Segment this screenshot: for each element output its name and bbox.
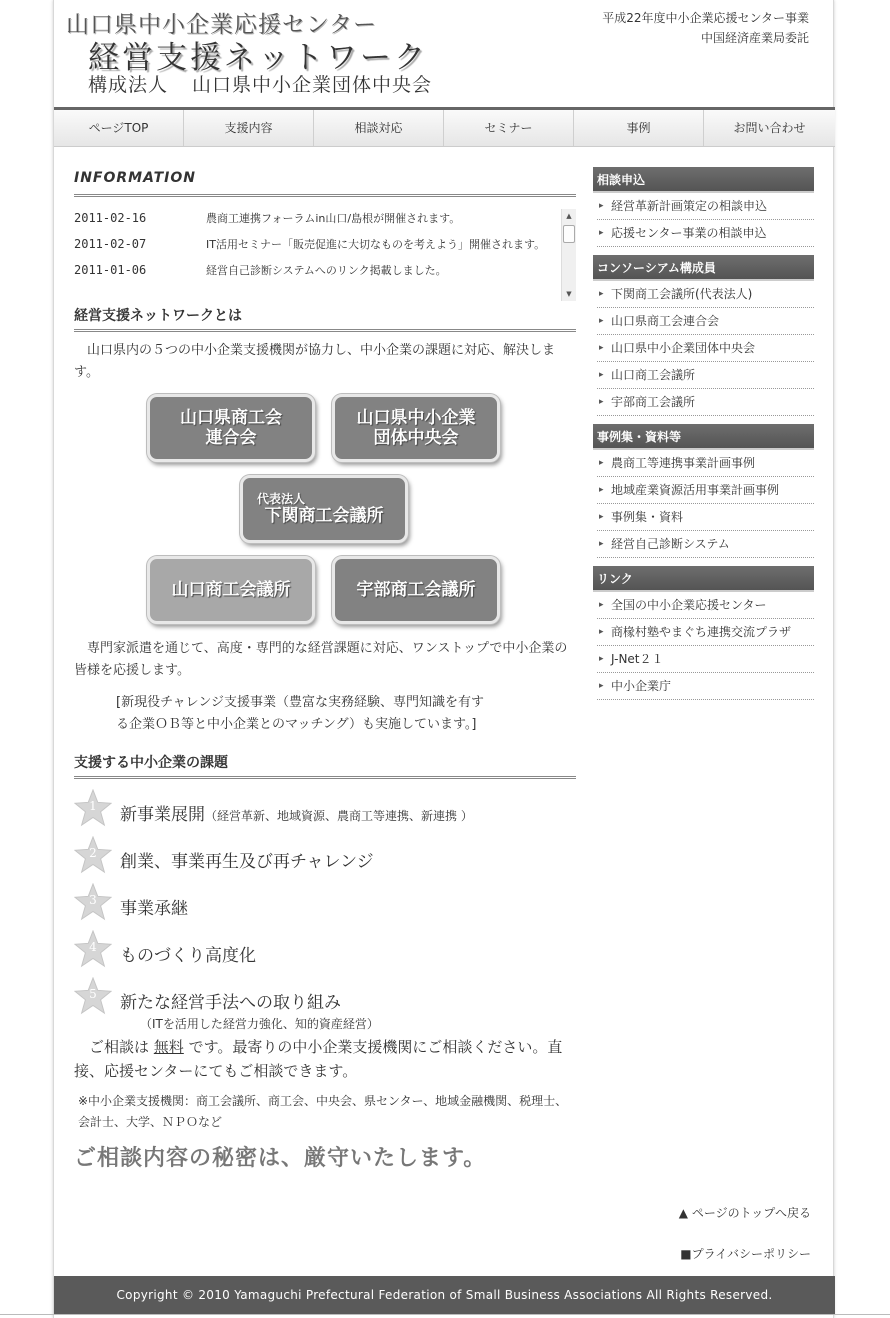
- consult-post: です。最寄りの中小企業支援機関にご相談ください。直接、応援センターにてもご相談できます。: [74, 1038, 563, 1080]
- about-heading: 経営支援ネットワークとは: [74, 305, 576, 332]
- issue-title: [120, 800, 473, 825]
- header-project-info: [602, 8, 809, 48]
- news-item: [74, 235, 576, 254]
- site-title[interactable]: 経営支援ネットワーク: [88, 40, 428, 76]
- org-box-central-association: [332, 394, 500, 462]
- org-box-label: 下関商工会議所: [264, 506, 384, 526]
- challenge-note-line: る企業ＯＢ等と中小企業とのマッチング）も実施しています。]: [116, 717, 477, 732]
- nav-support[interactable]: 支援内容: [184, 110, 314, 146]
- page-container: [53, 0, 834, 1318]
- site-subtitle: 山口県中小企業応援センター: [66, 12, 378, 38]
- org-box-label: 山口県商工会: [180, 408, 282, 428]
- issue-item: [74, 930, 576, 977]
- star-icon: [74, 883, 112, 921]
- sidebar-link[interactable]: ▸ 山口県商工会連合会: [597, 308, 814, 335]
- challenge-note-line: [新現役チャレンジ支援事業（豊富な実務経験、専門知識を有す: [116, 695, 485, 710]
- sidebar-list-consortium: [593, 281, 814, 416]
- scroll-thumb[interactable]: [563, 225, 575, 243]
- issue-number: 1: [89, 799, 97, 813]
- back-to-top-link[interactable]: ▲ ページのトップへ戻る: [678, 1206, 811, 1220]
- footer-copyright: Copyright © 2010 Yamaguchi Prefectural Federation of Small Business Associations All Rights Reserved.: [54, 1276, 835, 1314]
- project-commission: 中国経済産業局委託: [700, 31, 809, 45]
- sidebar-link[interactable]: ▸ 全国の中小企業応援センター: [597, 592, 814, 619]
- sidebar-link[interactable]: ▸ 宇部商工会議所: [597, 389, 814, 416]
- news-scrollbar[interactable]: [561, 209, 576, 301]
- org-prefix: 構成法人: [88, 74, 169, 96]
- information-heading: INFORMATION: [74, 170, 576, 197]
- site-org-line: [88, 70, 432, 97]
- issue-detail: （経営革新、地域資源、農商工等連携、新連携 ）: [205, 809, 473, 823]
- issue-item: [74, 836, 576, 883]
- issue-number: 3: [89, 893, 97, 907]
- global-nav: [54, 107, 835, 147]
- issue-item: [74, 789, 576, 836]
- issue-title: 事業承継: [120, 899, 188, 919]
- sidebar: [593, 167, 814, 708]
- star-icon: [74, 836, 112, 874]
- issues-list: [74, 789, 576, 1035]
- news-text: IT活用セミナー「販売促進に大切なものを考えよう」開催されます。: [206, 238, 546, 251]
- nav-page-top[interactable]: ページTOP: [54, 110, 184, 146]
- org-box-yamaguchi-chamber: [147, 556, 315, 624]
- consultation-info: [74, 1035, 576, 1083]
- org-box-label: 宇部商工会議所: [356, 580, 476, 600]
- sidebar-heading-consortium: コンソーシアム構成員: [593, 255, 814, 281]
- sidebar-link[interactable]: ▸ J-Net２１: [597, 646, 814, 673]
- news-item: [74, 209, 576, 228]
- issues-heading: 支援する中小企業の課題: [74, 752, 576, 779]
- sidebar-link[interactable]: ▸ 商椽村塾やまぐち連携交流プラザ: [597, 619, 814, 646]
- org-box-prefectural-commerce-federation: [147, 394, 315, 462]
- sidebar-heading-cases: 事例集・資料等: [593, 424, 814, 450]
- scroll-down-icon[interactable]: ▼: [566, 290, 572, 298]
- star-icon: [74, 977, 112, 1015]
- sidebar-link[interactable]: ▸ 農商工等連携事業計画事例: [597, 450, 814, 477]
- star-icon: [74, 789, 112, 827]
- site-header: [54, 0, 835, 107]
- about-description: 専門家派遣を通じて、高度・専門的な経営課題に対応、ワンストップで中小企業の皆様を応援します。: [74, 641, 568, 678]
- sidebar-heading-consultation: 相談申込: [593, 167, 814, 193]
- news-date: 2011-01-06: [74, 263, 147, 277]
- org-box-shimonoseki-chamber: [240, 475, 408, 543]
- sidebar-link[interactable]: ▸ 経営革新計画策定の相談申込: [597, 193, 814, 220]
- issue-title: ものづくり高度化: [120, 946, 256, 966]
- representative-label: 代表法人: [257, 492, 306, 506]
- org-box-label: 山口商工会議所: [171, 580, 291, 600]
- free-label: 無料: [153, 1038, 184, 1056]
- sidebar-link[interactable]: ▸ 経営自己診断システム: [597, 531, 814, 558]
- sidebar-list-links: [593, 592, 814, 700]
- org-box-ube-chamber: [332, 556, 500, 624]
- sidebar-link[interactable]: ▸ 山口県中小企業団体中央会: [597, 335, 814, 362]
- scroll-up-icon[interactable]: ▲: [566, 212, 572, 220]
- project-name: 平成22年度中小企業応援センター事業: [602, 11, 809, 25]
- issue-number: 2: [89, 846, 97, 860]
- sidebar-heading-links: リンク: [593, 566, 814, 592]
- org-box-label: 山口県中小企業: [356, 408, 476, 428]
- sidebar-link[interactable]: ▸ 山口商工会議所: [597, 362, 814, 389]
- issue-item: [74, 977, 576, 1035]
- sidebar-link[interactable]: ▸ 地域産業資源活用事業計画事例: [597, 477, 814, 504]
- news-text: 経営自己診断システムへのリンク掲載しました。: [206, 264, 447, 277]
- org-box-label: 連合会: [205, 428, 257, 448]
- agencies-note: ※中小企業支援機関：商工会議所、商工会、中央会、県センター、地域金融機関、税理士、会計士、大学、ＮＰＯなど: [78, 1094, 568, 1129]
- nav-contact[interactable]: お問い合わせ: [733, 121, 806, 135]
- consult-pre: ご相談は: [74, 1038, 150, 1056]
- issue-title: 創業、事業再生及び再チャレンジ: [120, 852, 374, 872]
- issue-item: [74, 883, 576, 930]
- issue-number: 4: [89, 940, 97, 954]
- news-text: 農商工連携フォーラムin山口/島根が開催されます。: [206, 212, 461, 225]
- sidebar-link[interactable]: ▸ 中小企業庁: [597, 673, 814, 700]
- confidentiality-message: ご相談内容の秘密は、厳守いたします。: [74, 1146, 487, 1171]
- sidebar-list-consultation: [593, 193, 814, 247]
- news-date: 2011-02-07: [74, 237, 147, 251]
- sidebar-link[interactable]: ▸ 応援センター事業の相談申込: [597, 220, 814, 247]
- nav-cases[interactable]: 事例: [574, 110, 704, 146]
- issue-number: 5: [89, 987, 97, 1001]
- main-content: [74, 170, 576, 1172]
- bottom-divider: [0, 1314, 890, 1315]
- issue-title: 新たな経営手法への取り組み: [120, 993, 341, 1013]
- org-name: 山口県中小企業団体中央会: [192, 74, 433, 96]
- star-icon: [74, 930, 112, 968]
- issue-detail: （ITを活用した経営力強化、知的資産経営）: [140, 1017, 379, 1031]
- sidebar-link[interactable]: ▸ 事例集・資料: [597, 504, 814, 531]
- news-date: 2011-02-16: [74, 211, 147, 225]
- org-diagram: [74, 394, 576, 632]
- nav-seminar[interactable]: セミナー: [444, 110, 574, 146]
- news-item: [74, 261, 576, 280]
- sidebar-link[interactable]: ▸ 下関商工会議所(代表法人): [597, 281, 814, 308]
- issue-title-text: 新事業展開: [120, 805, 205, 825]
- org-box-label: 団体中央会: [373, 428, 459, 448]
- sidebar-list-cases: [593, 450, 814, 558]
- privacy-policy-link[interactable]: ■プライバシーポリシー: [680, 1247, 811, 1261]
- about-intro: 山口県内の５つの中小企業支援機関が協力し、中小企業の課題に対応、解決します。: [74, 343, 556, 380]
- nav-consultation[interactable]: 相談対応: [314, 110, 444, 146]
- challenge-note: [116, 692, 576, 736]
- news-list[interactable]: [74, 209, 576, 301]
